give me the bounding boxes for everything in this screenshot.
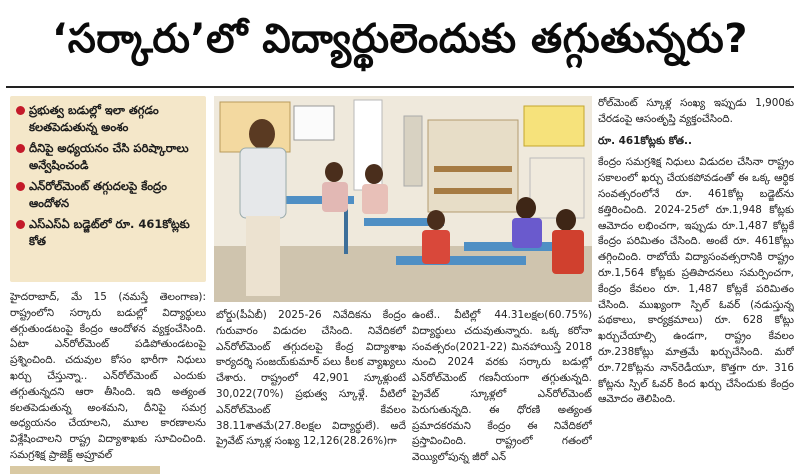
highlight-text: ఎన్‌రోల్‌మెంట్ తగ్గుదలపై కేంద్రం ఆందోళన — [29, 179, 167, 210]
bullet-icon — [16, 144, 25, 153]
bullet-icon — [16, 220, 25, 229]
bullet-icon — [16, 106, 25, 115]
highlights-box — [10, 96, 206, 282]
article-column-left: హైదరాబాద్, మే 15 (నమస్తే తెలంగాణ): రాష్ట్రంలోని సర్కారు బడుల్లో విద్యార్థులు తగ్గుతుండటంపై కేంద్రం ఆందోళన వ్యక్తంచేసింది. ఏటా ఎన్‌రోల్‌మెంట్ పడిపోతుండటంపై ప్రశ్నించింది. చదువుల కోసం భారీగా నిధులు ఖర్చు చేస్తున్నా.. ఎన్‌రోల్‌మెంట్ ఎందుకు తగ్గుతున్నదని ఆరా తీసింది. ఇది అత్యంత కలతపెడుతున్న అంశమని, దీనిపై సమగ్ర అధ్యయనం చేయాలని, మూల కారణాలను విశ్లేషించాలని రాష్ట్ర విద్యాశాఖకు సూచించింది. సమగ్రశిక్ష ప్రాజెక్ట్ అప్రూవల్ — [10, 291, 206, 461]
highlight-text: ప్రభుత్వ బడుల్లో ఇలా తగ్గడం కలతపెడుతున్న అంశం — [29, 103, 159, 134]
right-paragraph-2: కేంద్రం సమగ్రశిక్ష నిధులు విడుదల చేసినా రాష్ట్రం సకాలంలో ఖర్చు చేయకపోవడంతో ఈ ఒక్క ఆర్థిక సంవత్సరంలోనే రూ. 461కోట్ల బడ్జెట్‌ను కత్తిరించింది. 2024-25లో రూ.1,948 కోట్లకు ఆమోదం లభించగా, ఇప్పుడు రూ.1,487 కోట్లకే కేంద్రం పరిమితం చేసింది. అంటే రూ. 461కోట్లు తగ్గించింది. రాబోయే విద్యాసంవత్సరానికి రాష్ట్రం రూ.1,564 కోట్లకు ప్రతిపాదనలు సమర్పించగా, కేంద్రం కేవలం రూ. 1,487 కోట్లకే పరిమితం చేసింది. ముఖ్యంగా స్పిల్ ఓవర్ (నడుస్తున్న పథకాలు, కార్యక్రమాలు) రూ. 628 కోట్లు ఖర్చుచేయాల్సి ఉండగా, రాష్ట్రం కేవలం రూ.238కోట్లు మాత్రమే ఖర్చుచేసింది. మరో రూ.72కోట్లను నాన్‌రెడీయూ, కొత్తగా రూ. 316 కోట్లను స్పిల్ ఓవర్ కింద ఖర్చు చేసేందుకు కేంద్రం ఆమోదం తెలిపింది. — [598, 156, 794, 406]
bullet-icon — [16, 182, 25, 191]
article-column-mid-1: బోర్డు(పీఏబీ) 2025-26 నివేదికను కేంద్రం గురువారం విడుదల చేసింది. నివేదికలో ఎన్‌రోల్‌మెంట్ తగ్గుదలపై కేంద్ర విద్యాశాఖ కార్యదర్శి సంజయ్‌కుమార్ పలు కీలక వ్యాఖ్యలు చేశారు. రాష్ట్రంలో 42,901 స్కూళ్లుంటే 30,022(70%) ప్రభుత్వ స్కూళ్లే. వీటిలో ఎన్‌రోల్‌మెంట్ కేవలం 38.11శాతమే(27.8లక్షల విద్యార్థులే). అదే ప్రైవేట్ స్కూళ్ల సంఖ్య 12,126(28.26%)గా — [216, 309, 406, 448]
subheading: రూ. 461కోట్లకు కోత.. — [598, 134, 692, 147]
headline-rule — [6, 86, 794, 88]
highlight-item — [16, 102, 200, 136]
headline: ‘సర్కారు’లో విద్యార్థులెందుకు తగ్గుతున్నరు? — [52, 16, 748, 62]
highlight-item — [16, 140, 200, 174]
highlight-item — [16, 216, 200, 250]
classroom-photo — [214, 96, 592, 302]
highlight-text: దీనిపై అధ్యయనం చేసి పరిష్కారాలు అన్వేషించండి — [29, 141, 189, 172]
highlight-text: ఎస్‌ఎస్‌ఏ బడ్జెట్‌లో రూ. 461కోట్లకు కోత — [29, 217, 190, 248]
bottom-strip — [10, 466, 160, 474]
right-paragraph-1: రోల్‌మెంట్ స్కూళ్ల సంఖ్య ఇప్పుడు 1,900కు చేరడంపై ఆసంతృప్తి వ్యక్తంచేసింది. — [598, 97, 794, 125]
highlight-item — [16, 178, 200, 212]
article-column-mid-2: ఉంటే.. వీటిల్లో 44.31లక్షల(60.75%) విద్యార్థులు చదువుతున్నారు. ఒక్క కరోనా సంవత్సరం(2021-22) మినహాయిస్తే 2018 నుంచి 2024 వరకు సర్కారు బడుల్లో ఎన్‌రోల్‌మెంట్ గణనీయంగా తగ్గుతున్నది. ప్రైవేట్ స్కూళ్లలో ఎన్‌రోల్‌మెంట్ పెరుగుతున్నది. ఈ ధోరణి అత్యంత ప్రమాదకరమని కేంద్రం ఈ నివేదికలో ప్రస్తావించింది. రాష్ట్రంలో గతంలో వెయ్యిలోపున్న జీరో ఎన్ — [412, 309, 592, 464]
article-column-right — [598, 96, 794, 466]
